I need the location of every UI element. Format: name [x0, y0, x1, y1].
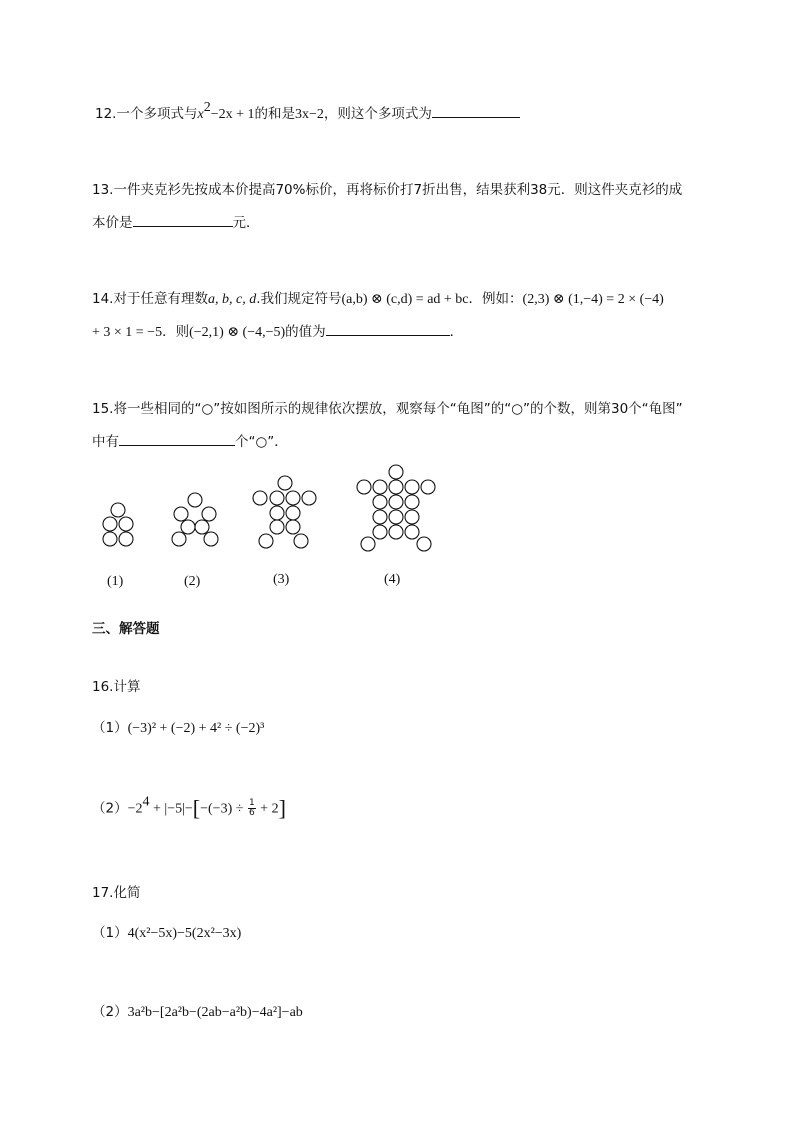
q13-answer-blank[interactable] — [133, 212, 233, 227]
q16-p2-fraction — [248, 799, 256, 818]
q17-p1-expr: 4(x²−5x)−5(2x²−3x) — [127, 926, 242, 941]
q16-p2-c: −(−3) ÷ — [200, 801, 247, 817]
turtle-figure-2 — [172, 493, 218, 546]
turtle-figure-4 — [357, 465, 435, 551]
q14-text-6: ． — [449, 324, 464, 340]
q12-text-3: ，则这个多项式为 — [323, 106, 432, 122]
question-16-title: 16.计算 — [92, 679, 141, 695]
q14-text-1: 对于任意有理数 — [113, 291, 208, 307]
question-16-part-2: $(2)-2^4 + |-5|-[-(-3)$ ÷ $\frac{1}{6}$ + 2] — [92, 794, 286, 821]
q14-text-4: ．则 — [162, 324, 190, 340]
q14-example-cont: + 3 × 1 = −5 — [92, 325, 163, 340]
figure-label-4: (4) — [384, 572, 401, 587]
turtle-figure-3 — [253, 476, 316, 548]
question-14-line-2 — [92, 321, 463, 342]
q12-text-1: 一个多项式与 — [116, 106, 198, 122]
question-17-title: 17.化简 — [92, 885, 141, 901]
q15-text-b: 个“○”． — [235, 434, 288, 450]
figure-label-3: (3) — [273, 572, 290, 587]
q16-p2-d: + 2 — [256, 801, 279, 817]
q16-p1-expr: (−3)² + (−2) + 4² ÷ (−2)³ — [127, 721, 265, 736]
section-heading-answers: 三、解答题 — [92, 621, 160, 637]
question-13-line-1: 13.一件夹克衫先按成本价提高70%标价，再将标价打7折出售，结果获利38元．则这件夹克衫的成 — [92, 182, 683, 198]
q14-text-5: 的值为 — [285, 324, 326, 340]
q14-vars: a, b, c, d — [207, 292, 257, 307]
figure-label-1: (1) — [107, 574, 124, 589]
fraction-denominator: 6 — [248, 808, 255, 818]
question-17-part-1 — [92, 924, 241, 943]
turtle-figure-1 — [103, 503, 133, 546]
q14-answer-blank[interactable] — [326, 321, 450, 336]
figure-label-2: (2) — [184, 574, 201, 589]
question-16-part-1 — [92, 719, 264, 738]
question-14-line-1 — [92, 290, 664, 309]
q14-number: 14. — [92, 291, 114, 307]
q17-p1-label: （1） — [92, 925, 128, 941]
q14-text-3: ．例如： — [468, 291, 523, 307]
question-13-line-2 — [92, 212, 260, 232]
q17-p2-expr: 3a²b−[2a²b−(2ab−a²b)−4a²]−ab — [127, 1005, 303, 1020]
q13-text-b: 元． — [232, 215, 260, 231]
q12-number: 12. — [95, 106, 117, 122]
fraction-numerator: 1 — [248, 798, 255, 808]
q12-expr-2: 3x−2 — [295, 107, 324, 122]
q14-definition: (a,b) ⊗ (c,d) = ad + bc — [341, 292, 469, 307]
q16-p2-b: + |−5|− — [149, 801, 193, 817]
q16-p2-a: −2 — [127, 801, 143, 817]
q12-expr-x: x — [197, 107, 204, 122]
q15-text-a: 中有 — [92, 434, 119, 450]
turtle-pattern-figure — [95, 462, 455, 562]
question-15-line-1: 15.将一些相同的“○”按如图所示的规律依次摆放，观察每个“龟图”的“○”的个数，则第30个“龟图” — [92, 401, 683, 417]
q14-ask-expr: (−2,1) ⊗ (−4,−5) — [189, 325, 286, 340]
q17-p2-label: （2） — [92, 1004, 128, 1020]
question-15-line-2 — [92, 431, 288, 451]
q13-text-a: 本价是 — [92, 215, 133, 231]
question-17-part-2 — [92, 1003, 303, 1022]
q12-expr-rest: −2x + 1 — [210, 107, 255, 122]
q16-p1-label: （1） — [92, 720, 128, 736]
q16-p2-label: （2） — [92, 800, 128, 817]
question-12: 12.一个多项式与$x^2-2x + 1$的和是3x−2，则这个多项式为 — [95, 103, 520, 124]
q14-example: (2,3) ⊗ (1,−4) = 2 × (−4) — [522, 292, 664, 307]
q12-text-2: 的和是 — [254, 106, 295, 122]
q12-answer-blank[interactable] — [432, 103, 520, 118]
q14-text-2: .我们规定符号 — [256, 291, 342, 307]
q15-answer-blank[interactable] — [119, 431, 235, 446]
